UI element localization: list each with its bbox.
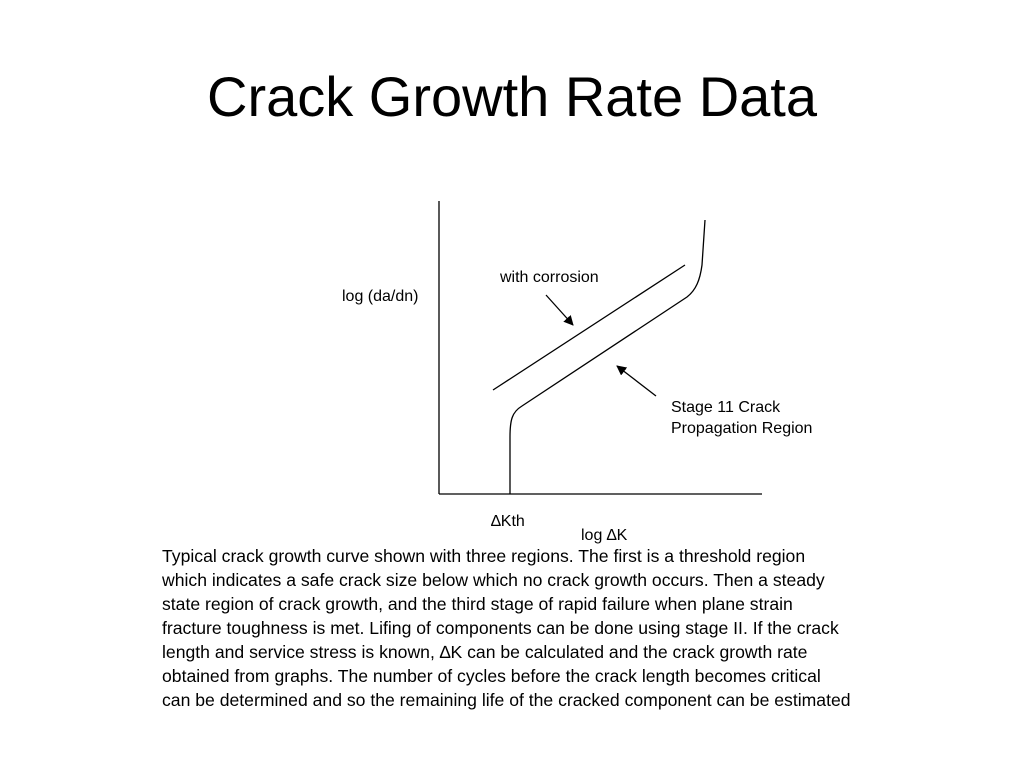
stage-two-arrow <box>617 366 656 396</box>
caption-line: state region of crack growth, and the third stage of rapid failure when plane strain <box>162 594 793 614</box>
caption-line: length and service stress is known, ∆K can be calculated and the crack growth rate <box>162 642 808 662</box>
caption-line: which indicates a safe crack size below which no crack growth occurs. Then a steady <box>162 570 825 590</box>
corrosion-arrow <box>546 295 573 325</box>
caption-line: Typical crack growth curve shown with three regions. The first is a threshold region <box>162 546 806 566</box>
caption-line: obtained from graphs. The number of cycles before the crack length becomes critical <box>162 666 821 686</box>
threshold-label: ∆Kth <box>491 513 525 530</box>
slide-title: Crack Growth Rate Data <box>207 65 817 128</box>
x-axis-label: log ∆K <box>581 527 628 544</box>
caption-line: can be determined and so the remaining life of the cracked component can be estimated <box>162 690 851 710</box>
stage-label-line2: Propagation Region <box>671 420 813 437</box>
corrosion-label: with corrosion <box>500 269 599 286</box>
caption-line: fracture toughness is met. Lifing of components can be done using stage II. If the crack <box>162 618 839 638</box>
y-axis-label: log (da/dn) <box>342 288 419 305</box>
stage-label-line1: Stage 11 Crack <box>671 399 781 416</box>
caption-text <box>162 544 962 712</box>
crack-growth-curve <box>510 220 705 494</box>
